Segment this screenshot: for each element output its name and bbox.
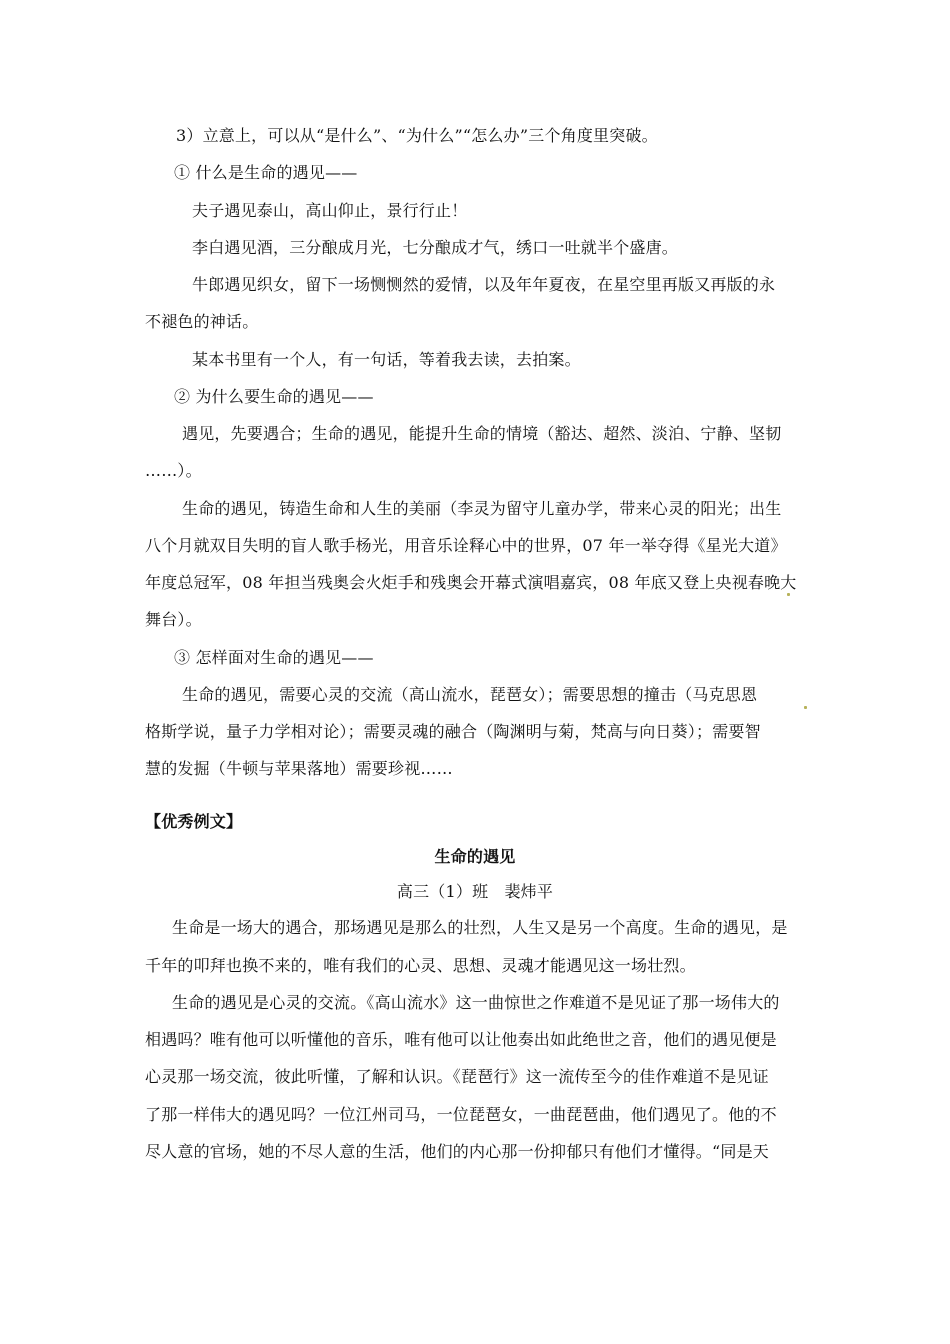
example-line: 千年的叩拜也换不来的，唯有我们的心灵、思想、灵魂才能遇见这一场壮烈。	[145, 956, 696, 975]
q3-line: 生命的遇见，需要心灵的交流（高山流水，琵琶女）；需要思想的撞击（马克思恩	[182, 685, 758, 704]
q1-line: 牛郎遇见织女，留下一场恻恻然的爱情，以及年年夏夜，在星空里再版又再版的永	[192, 275, 776, 294]
q2-line: 遇见，先要遇合；生命的遇见，能提升生命的情境（豁达、超然、淡泊、宁静、坚韧	[182, 424, 782, 443]
q2-line: 舞台）。	[145, 610, 202, 629]
q2-line: 八个月就双目失明的盲人歌手杨光，用音乐诠释心中的世界，07 年一举夺得《星光大道》	[145, 536, 787, 555]
q2-line: ……）。	[145, 461, 202, 480]
example-title: 生命的遇见	[434, 847, 516, 866]
example-line: 尽人意的官场，她的不尽人意的生活，他们的内心那一份抑郁只有他们才懂得。“同是天	[145, 1142, 769, 1161]
q2-line: 年度总冠军，08 年担当残奥会火炬手和残奥会开幕式演唱嘉宾，08 年底又登上央视春晚大	[145, 573, 797, 592]
example-line: 心灵那一场交流，彼此听懂，了解和认识。《琵琶行》这一流传至今的佳作难道不是见证	[145, 1067, 769, 1086]
q3-line: 格斯学说，量子力学相对论）；需要灵魂的融合（陶渊明与菊，梵高与向日葵）；需要智	[145, 722, 761, 741]
example-label: 【优秀例文】	[145, 812, 243, 831]
q3-title: ③ 怎样面对生命的遇见——	[174, 648, 374, 667]
q1-line: 李白遇见酒，三分酿成月光，七分酿成才气，绣口一吐就半个盛唐。	[192, 238, 679, 257]
scan-artifact-dot	[804, 706, 807, 709]
q1-title: ① 什么是生命的遇见——	[174, 163, 358, 182]
example-line: 生命是一场大的遇合，那场遇见是那么的壮烈，人生又是另一个高度。生命的遇见，是	[172, 918, 788, 937]
q1-line: 某本书里有一个人，有一句话，等着我去读，去拍案。	[192, 350, 581, 369]
q3-line: 慧的发掘（牛顿与苹果落地）需要珍视……	[145, 759, 453, 778]
example-author: 高三（1）班 裴炜平	[396, 882, 554, 901]
example-line: 相遇吗？唯有他可以听懂他的音乐，唯有他可以让他奏出如此绝世之音，他们的遇见便是	[145, 1030, 777, 1049]
example-line: 了那一样伟大的遇见吗？一位江州司马，一位琵琶女，一曲琵琶曲，他们遇见了。他的不	[145, 1105, 777, 1124]
q2-line: 生命的遇见，铸造生命和人生的美丽（李灵为留守儿童办学，带来心灵的阳光；出生	[182, 499, 782, 518]
q1-line: 夫子遇见泰山，高山仰止，景行行止！	[192, 201, 468, 220]
scan-artifact-dot	[787, 593, 790, 596]
q2-title: ② 为什么要生命的遇见——	[174, 387, 374, 406]
part3-heading: 3）立意上，可以从“是什么”、“为什么”“怎么办”三个角度里突破。	[176, 126, 658, 145]
q1-line: 不褪色的神话。	[145, 312, 259, 331]
example-line: 生命的遇见是心灵的交流。《高山流水》这一曲惊世之作难道不是见证了那一场伟大的	[172, 993, 780, 1012]
